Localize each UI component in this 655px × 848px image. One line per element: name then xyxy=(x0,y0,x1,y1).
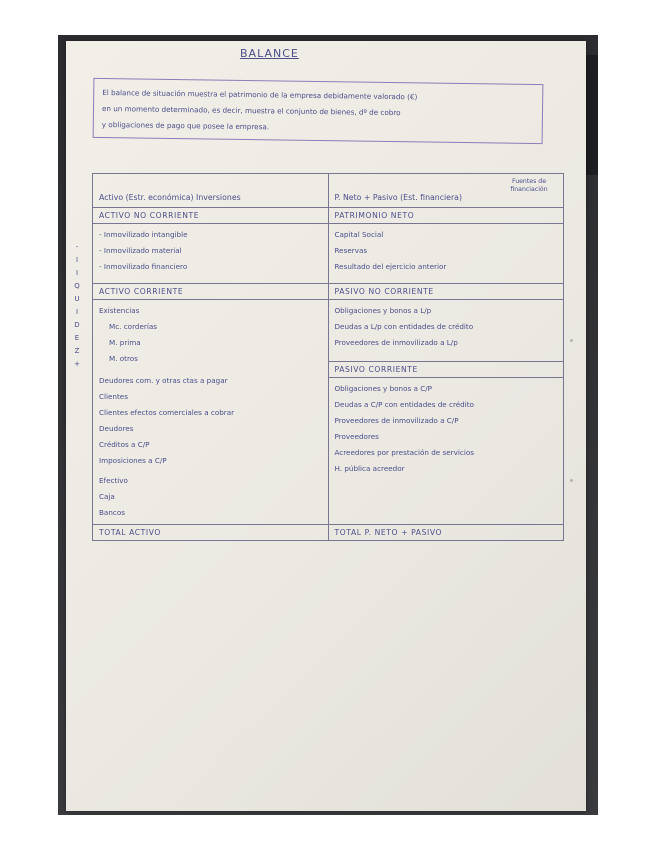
intro-line: y obligaciones de pago que posee la empresa. xyxy=(101,119,270,132)
header-pasivo: P. Neto + Pasivo (Est. financiera) Fuentes de financiación xyxy=(328,174,564,208)
list-item: Proveedores de inmovilizado a L/p xyxy=(334,338,458,347)
list-item: Proveedores de inmovilizado a C/P xyxy=(334,416,459,425)
punch-hole-mark xyxy=(570,479,573,482)
list-item: Deudores xyxy=(99,424,134,433)
margin-letter: + xyxy=(74,360,80,368)
list-item: Acreedores por prestación de servicios xyxy=(334,448,474,457)
cell-patrimonio-neto xyxy=(328,224,564,284)
section-activo-corriente: ACTIVO CORRIENTE xyxy=(93,284,329,300)
list-item: Clientes efectos comerciales a cobrar xyxy=(99,408,235,417)
list-item: Imposiciones a C/P xyxy=(99,456,167,465)
list-item: Capital Social xyxy=(334,230,384,239)
cell-pasivo-corriente xyxy=(328,378,564,525)
list-item: H. pública acreedor xyxy=(334,464,405,473)
header-activo: Activo (Estr. económica) Inversiones xyxy=(93,174,329,208)
total-activo: TOTAL ACTIVO xyxy=(93,525,329,541)
section-patrimonio-neto: PATRIMONIO NETO xyxy=(328,208,564,224)
list-item: - Inmovilizado material xyxy=(99,246,182,255)
list-item: Obligaciones y bonos a C/P xyxy=(334,384,432,393)
list-item: Mc. corderías xyxy=(109,322,157,331)
list-item: - Inmovilizado financiero xyxy=(99,262,188,271)
list-item: M. otros xyxy=(109,354,138,363)
margin-letter: U xyxy=(74,295,80,303)
list-item: Obligaciones y bonos a L/p xyxy=(334,306,432,315)
paper-sheet xyxy=(66,41,586,811)
total-pneto-pasivo: TOTAL P. NETO + PASIVO xyxy=(328,525,564,541)
margin-letter: I xyxy=(75,308,79,316)
section-activo-no-corriente: ACTIVO NO CORRIENTE xyxy=(93,208,329,224)
intro-line: El balance de situación muestra el patrimonio de la empresa debidamente valorado (€) xyxy=(102,87,418,102)
margin-letter: D xyxy=(74,321,80,329)
list-item: Caja xyxy=(99,492,115,501)
margin-letter: I xyxy=(75,269,79,277)
group-label: Deudores com. y otras ctas a pagar xyxy=(99,376,228,385)
cell-activo-corriente xyxy=(93,300,329,525)
list-item: Proveedores xyxy=(334,432,379,441)
intro-box xyxy=(93,78,544,144)
cell-activo-no-corriente xyxy=(93,224,329,284)
section-pasivo-no-corriente: PASIVO NO CORRIENTE xyxy=(328,284,564,300)
balance-table xyxy=(92,173,564,541)
intro-line: en un momento determinado, es decir, muestra el conjunto de bienes, dº de cobro xyxy=(101,103,401,118)
list-item: M. prima xyxy=(109,338,141,347)
margin-letter: E xyxy=(74,334,80,342)
group-label: Efectivo xyxy=(99,476,128,485)
page-title: BALANCE xyxy=(240,47,299,60)
punch-hole-mark xyxy=(570,339,573,342)
list-item: Resultado del ejercicio anterior xyxy=(334,262,447,271)
list-item: Reservas xyxy=(334,246,368,255)
list-item: - Inmovilizado intangible xyxy=(99,230,188,239)
list-item: Clientes xyxy=(99,392,128,401)
list-item: Deudas a L/p con entidades de crédito xyxy=(334,322,474,331)
fuentes-note: Fuentes de financiación xyxy=(510,178,548,193)
margin-letter: - xyxy=(75,243,79,251)
list-item: Créditos a C/P xyxy=(99,440,150,449)
margin-letter: Z xyxy=(74,347,80,355)
list-item: Bancos xyxy=(99,508,125,517)
margin-liquidez xyxy=(72,241,82,371)
list-item: Deudas a C/P con entidades de crédito xyxy=(334,400,474,409)
margin-letter: Q xyxy=(74,282,80,290)
group-label: Existencias xyxy=(99,306,140,315)
section-pasivo-corriente: PASIVO CORRIENTE xyxy=(328,362,564,378)
document-photo xyxy=(58,35,598,815)
cell-pasivo-no-corriente xyxy=(328,300,564,362)
margin-letter: I xyxy=(75,256,79,264)
